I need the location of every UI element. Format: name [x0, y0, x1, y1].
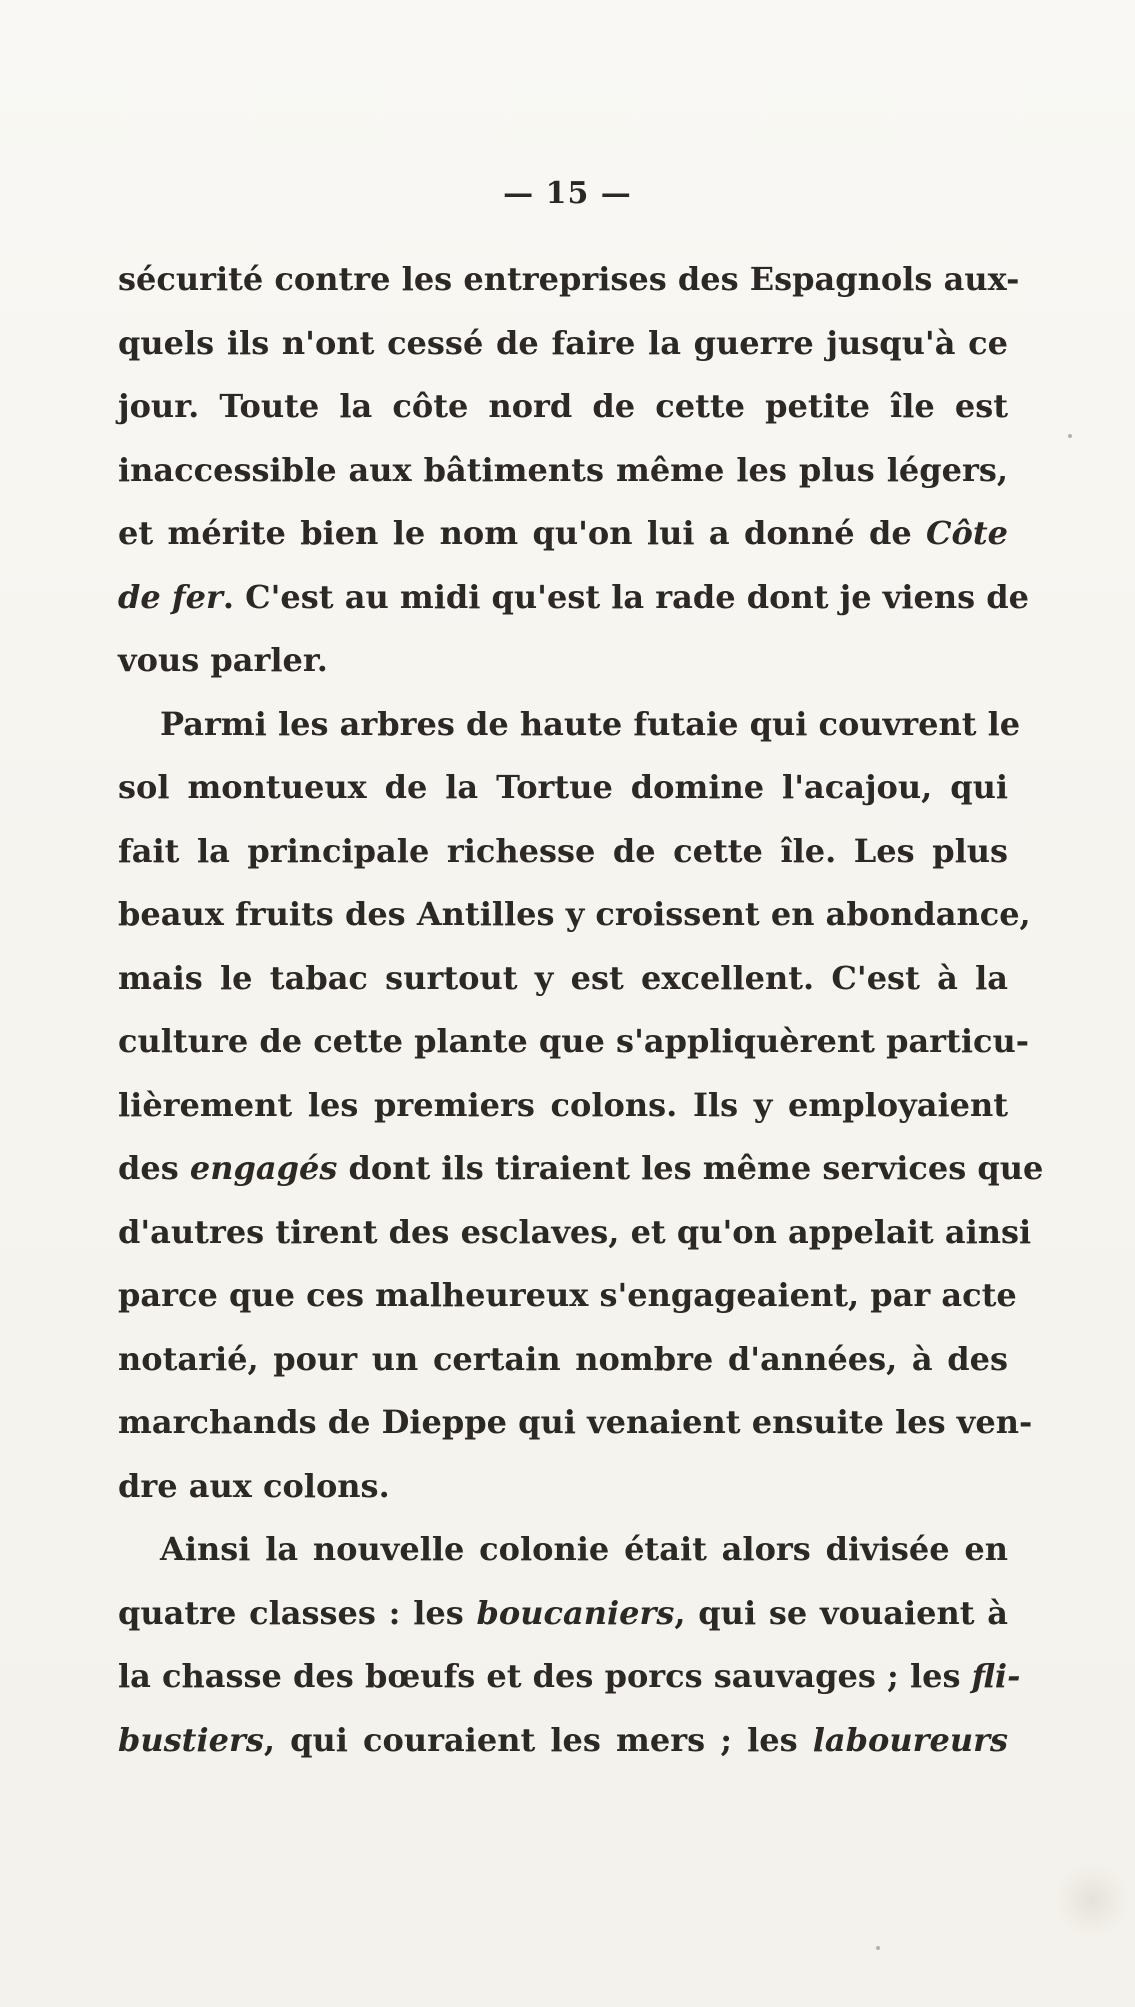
page-number: — 15 —: [503, 176, 632, 211]
italic-text: boucaniers: [476, 1593, 675, 1632]
text-run: jour. Toute la côte nord de cette petite île est: [118, 387, 1008, 425]
text-line: [118, 1328, 1008, 1392]
text-run: mais le tabac surtout y est excellent. C'est à la: [118, 958, 1008, 997]
text-run: , qui couraient les mers ; les: [263, 1720, 813, 1759]
text-run: lièrement les premiers colons. Ils y employaient: [118, 1085, 1008, 1124]
text-run: la chasse des bœufs et des porcs sauvages ; les: [118, 1657, 972, 1695]
text-run: sol montueux de la Tortue domine l'acajou, qui: [118, 768, 1008, 806]
text-line: [118, 883, 1031, 947]
text-line: [118, 1137, 1044, 1201]
italic-text: bustiers: [118, 1720, 264, 1759]
text-line: [118, 756, 1008, 820]
text-run: quels ils n'ont cessé de faire la guerre jusqu'à ce: [118, 323, 1008, 362]
paper-speck: [876, 1946, 880, 1950]
text-line: [118, 629, 1008, 693]
text-run: beaux fruits des Antilles y croissent en abondance,: [118, 895, 1031, 933]
text-line: [118, 439, 1008, 503]
text-run: inaccessible aux bâtiments même les plus légers,: [118, 450, 1008, 489]
text-run: fait la principale richesse de cette île. Les plus: [118, 831, 1008, 870]
text-line: [118, 375, 1008, 439]
text-run: parce que ces malheureux s'engageaient, par acte: [118, 1276, 1017, 1314]
text-line: [118, 1455, 1008, 1519]
italic-text: engagés: [189, 1149, 338, 1187]
text-run: notarié, pour un certain nombre d'années, à des: [118, 1339, 1008, 1378]
italic-text: de fer: [118, 577, 223, 616]
text-line: [118, 566, 1030, 630]
text-line: [118, 820, 1008, 884]
text-run: des: [118, 1149, 190, 1187]
text-line: [118, 1645, 1021, 1709]
text-run: marchands de Dieppe qui venaient ensuite les ven-: [118, 1403, 1033, 1441]
text-line: [118, 312, 1008, 376]
italic-text: laboureurs: [812, 1720, 1008, 1759]
text-run: dont ils tiraient les même services que: [337, 1149, 1044, 1187]
text-line: [118, 693, 1021, 757]
text-line: [118, 1074, 1008, 1138]
text-run: et mérite bien le nom qu'on lui a donné de: [118, 514, 927, 552]
text-line: [118, 502, 1008, 566]
text-run: , qui se vouaient à: [674, 1593, 1008, 1632]
paper-stain: [1057, 1860, 1127, 1940]
text-line: [118, 1518, 1008, 1582]
paper-speck: [1068, 434, 1072, 438]
text-line: [118, 1709, 1008, 1773]
text-run: vous parler.: [118, 641, 328, 679]
italic-text: fli-: [971, 1657, 1021, 1695]
text-run: culture de cette plante que s'appliquèrent particu-: [118, 1022, 1029, 1060]
text-run: sécurité contre les entreprises des Espagnols aux-: [118, 260, 1020, 298]
text-run: Parmi les arbres de haute futaie qui couvrent le: [160, 704, 1021, 743]
text-line: [118, 1391, 1033, 1455]
text-run: d'autres tirent des esclaves, et qu'on appelait ainsi: [118, 1212, 1032, 1251]
text-line: [118, 1201, 1032, 1265]
text-line: [118, 248, 1020, 312]
text-run: quatre classes : les: [118, 1593, 477, 1632]
italic-text: Côte: [926, 514, 1008, 552]
text-line: [118, 1582, 1008, 1646]
page-text: [118, 248, 1044, 1772]
text-line: [118, 1010, 1029, 1074]
text-run: . C'est au midi qu'est la rade dont je viens de: [222, 577, 1030, 616]
text-run: dre aux colons.: [118, 1466, 390, 1505]
text-run: Ainsi la nouvelle colonie était alors divisée en: [160, 1530, 1008, 1568]
text-line: [118, 1264, 1017, 1328]
text-line: [118, 947, 1008, 1011]
